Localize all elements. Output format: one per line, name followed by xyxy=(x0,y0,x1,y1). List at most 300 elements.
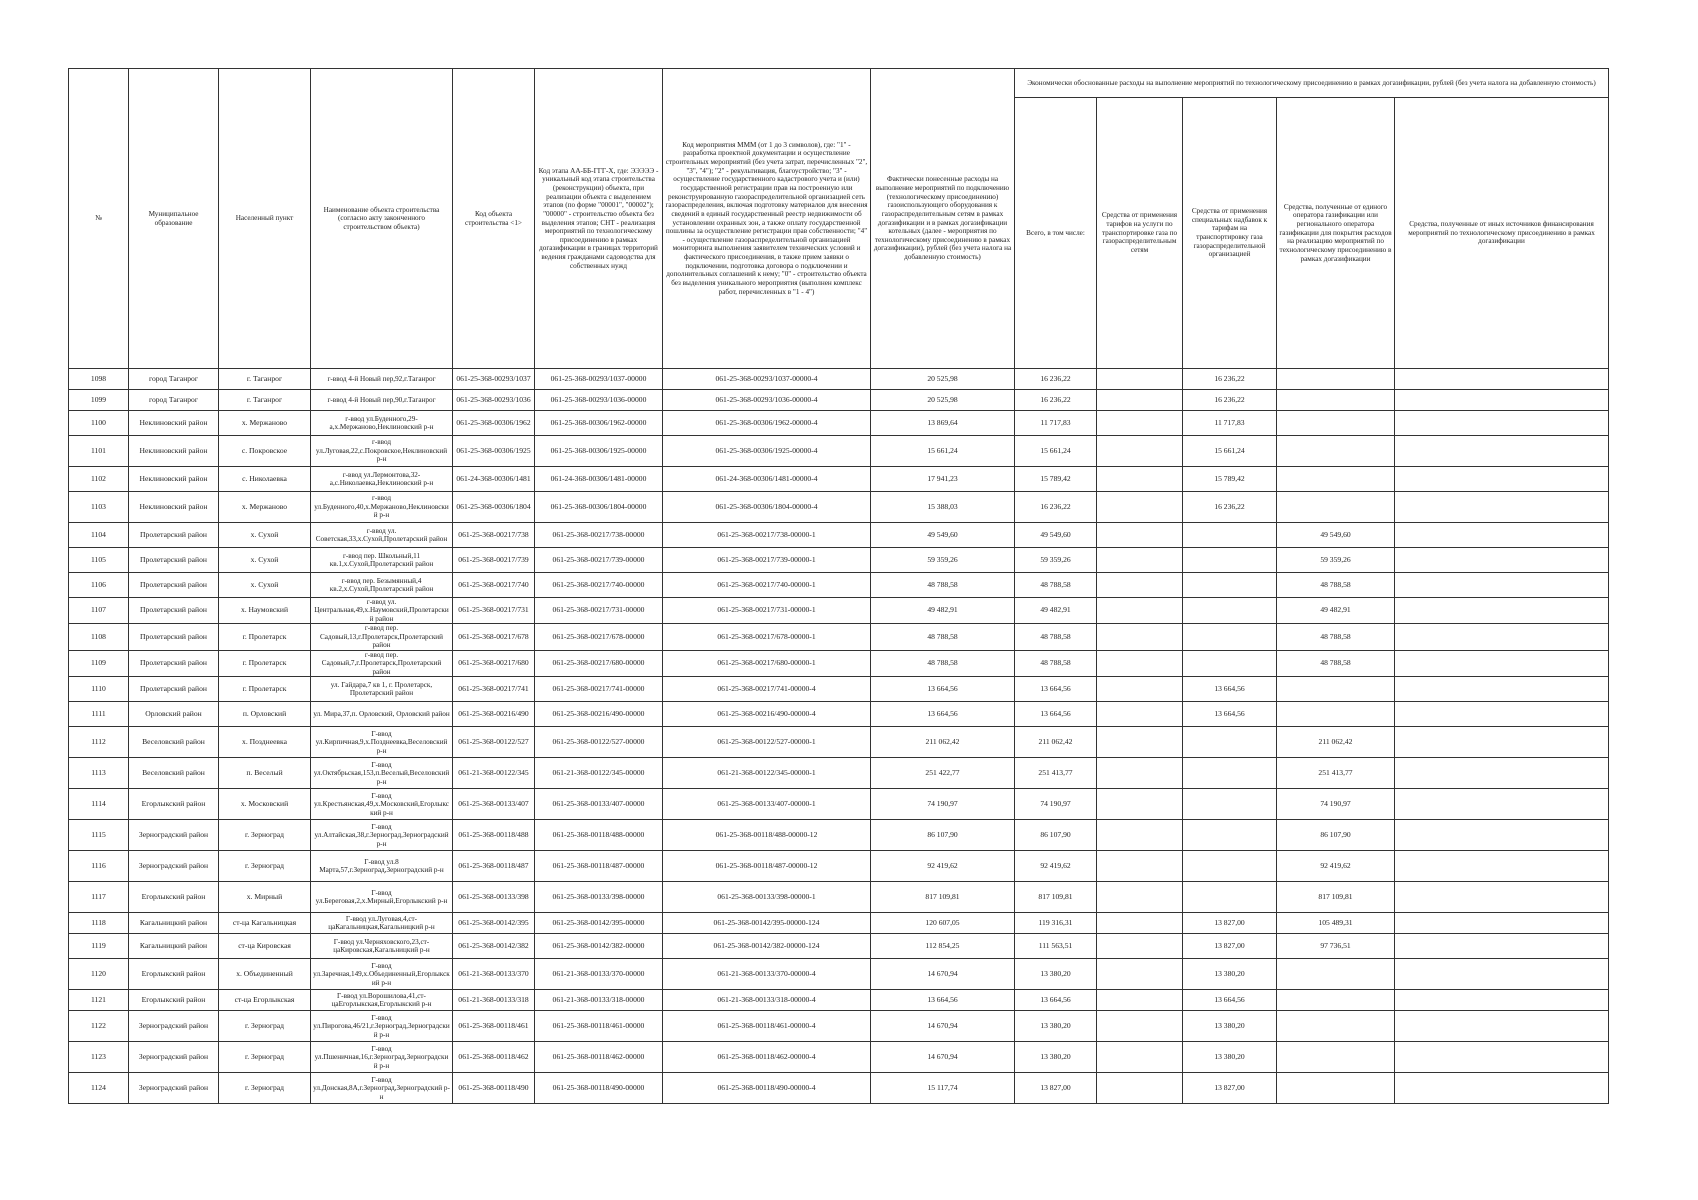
tariff-transport-cell xyxy=(1097,934,1183,959)
regional-operator-cell: 59 359,26 xyxy=(1277,548,1395,573)
event-code-cell: 061-25-368-00118/490-00000-4 xyxy=(663,1073,871,1104)
tariff-transport-cell xyxy=(1097,820,1183,851)
stage-code-cell: 061-25-368-00133/407-00000 xyxy=(535,789,663,820)
object-code-cell: 061-25-368-00118/461 xyxy=(453,1011,535,1042)
object-name-cell: Г-ввод ул.Луговая,4,ст-цаКагальницкая,Кагальницкий р-н xyxy=(311,913,453,934)
event-code-cell: 061-21-368-00133/370-00000-4 xyxy=(663,959,871,990)
actual-costs-cell: 48 788,58 xyxy=(871,573,1015,598)
stage-code-cell: 061-25-368-00217/740-00000 xyxy=(535,573,663,598)
tariff-transport-cell xyxy=(1097,436,1183,467)
object-code-cell: 061-21-368-00133/318 xyxy=(453,990,535,1011)
row-number: 1113 xyxy=(69,758,129,789)
settlement-cell: х. Сухой xyxy=(219,548,311,573)
event-code-cell: 061-25-368-00217/739-00000-1 xyxy=(663,548,871,573)
object-code-cell: 061-25-368-00142/395 xyxy=(453,913,535,934)
regional-operator-cell xyxy=(1277,492,1395,523)
other-sources-cell xyxy=(1395,959,1609,990)
header-event-code: Код мероприятия МММ (от 1 до 3 символов), где: "1" - разработка проектной документации и осуществление строительных мероприятий (без учета затрат, перечисленных "2", "3", "4"); "2" - рекультивация, благоустройство; "3" - осуществление государственного кадастрового учета и (или) государственной регистрации прав на построенную или реконструированную газораспределительной организацией сеть газораспределения, включая подготовку материалов для внесения сведений в единый государственный реестр недвижимости об установлении охранных зон, а также оплату государственной пошлины за осуществление регистрации прав собственности; "4" - осуществление газораспределительной организацией мониторинга выполнения заявителем технических условий и фактического присоединения, в также прием заявки о подключении, подготовка договора о подключении и дополнительных соглашений к нему; "0" - строительство объекта без выделения уникального мероприятия (выполнен комплекс работ, перечисленных в "1 - 4") xyxy=(663,69,871,369)
object-code-cell: 061-24-368-00306/1481 xyxy=(453,467,535,492)
municipality-cell: Пролетарский район xyxy=(129,624,219,650)
other-sources-cell xyxy=(1395,436,1609,467)
object-name-cell: Г-ввод ул.Алтайская,38,г.Зерноград,Зерноградский р-н xyxy=(311,820,453,851)
table-row xyxy=(69,913,1609,934)
row-number: 1107 xyxy=(69,598,129,624)
row-number: 1108 xyxy=(69,624,129,650)
object-name-cell: г-ввод ул.Лермонтова,32-а,с.Николаевка,Неклиновский р-н xyxy=(311,467,453,492)
municipality-cell: город Таганрог xyxy=(129,390,219,411)
regional-operator-cell: 817 109,81 xyxy=(1277,882,1395,913)
stage-code-cell: 061-25-368-00217/739-00000 xyxy=(535,548,663,573)
event-code-cell: 061-25-368-00142/382-00000-124 xyxy=(663,934,871,959)
municipality-cell: Пролетарский район xyxy=(129,548,219,573)
actual-costs-cell: 92 419,62 xyxy=(871,851,1015,882)
table-row xyxy=(69,467,1609,492)
row-number: 1114 xyxy=(69,789,129,820)
total-cell: 13 827,00 xyxy=(1015,1073,1097,1104)
table-row xyxy=(69,758,1609,789)
regional-operator-cell: 92 419,62 xyxy=(1277,851,1395,882)
total-cell: 11 717,83 xyxy=(1015,411,1097,436)
stage-code-cell: 061-25-368-00217/731-00000 xyxy=(535,598,663,624)
settlement-cell: х. Сухой xyxy=(219,523,311,548)
tariff-transport-cell xyxy=(1097,990,1183,1011)
other-sources-cell xyxy=(1395,390,1609,411)
tariff-transport-cell xyxy=(1097,650,1183,676)
object-name-cell: г-ввод пер. Садовый,7,г.Пролетарск,Пролетарский район xyxy=(311,650,453,676)
header-total: Всего, в том числе: xyxy=(1015,98,1097,369)
table-row xyxy=(69,851,1609,882)
total-cell: 16 236,22 xyxy=(1015,492,1097,523)
tariff-transport-cell xyxy=(1097,1042,1183,1073)
tariff-transport-cell xyxy=(1097,789,1183,820)
tariff-transport-cell xyxy=(1097,758,1183,789)
special-surcharge-cell: 13 664,56 xyxy=(1183,990,1277,1011)
actual-costs-cell: 17 941,23 xyxy=(871,467,1015,492)
other-sources-cell xyxy=(1395,727,1609,758)
row-number: 1098 xyxy=(69,369,129,390)
header-settlement: Населенный пункт xyxy=(219,69,311,369)
municipality-cell: Пролетарский район xyxy=(129,650,219,676)
stage-code-cell: 061-25-368-00293/1037-00000 xyxy=(535,369,663,390)
settlement-cell: ст-ца Кагальницкая xyxy=(219,913,311,934)
regional-operator-cell: 105 489,31 xyxy=(1277,913,1395,934)
other-sources-cell xyxy=(1395,598,1609,624)
municipality-cell: Неклиновский район xyxy=(129,411,219,436)
total-cell: 49 482,91 xyxy=(1015,598,1097,624)
settlement-cell: г. Пролетарск xyxy=(219,650,311,676)
event-code-cell: 061-25-368-00217/738-00000-1 xyxy=(663,523,871,548)
object-code-cell: 061-25-368-00217/741 xyxy=(453,677,535,702)
municipality-cell: Зерноградский район xyxy=(129,1073,219,1104)
municipality-cell: Зерноградский район xyxy=(129,820,219,851)
total-cell: 251 413,77 xyxy=(1015,758,1097,789)
table-row xyxy=(69,820,1609,851)
total-cell: 15 789,42 xyxy=(1015,467,1097,492)
other-sources-cell xyxy=(1395,573,1609,598)
regional-operator-cell: 86 107,90 xyxy=(1277,820,1395,851)
regional-operator-cell: 49 482,91 xyxy=(1277,598,1395,624)
event-code-cell: 061-25-368-00306/1962-00000-4 xyxy=(663,411,871,436)
actual-costs-cell: 15 388,03 xyxy=(871,492,1015,523)
special-surcharge-cell xyxy=(1183,882,1277,913)
event-code-cell: 061-25-368-00217/680-00000-1 xyxy=(663,650,871,676)
table-row xyxy=(69,390,1609,411)
object-name-cell: Г-ввод ул.Октябрьская,153,п.Веселый,Веселовский р-н xyxy=(311,758,453,789)
special-surcharge-cell: 13 380,20 xyxy=(1183,1042,1277,1073)
stage-code-cell: 061-25-368-00306/1962-00000 xyxy=(535,411,663,436)
regional-operator-cell xyxy=(1277,702,1395,727)
total-cell: 13 380,20 xyxy=(1015,1042,1097,1073)
row-number: 1119 xyxy=(69,934,129,959)
stage-code-cell: 061-25-368-00142/395-00000 xyxy=(535,913,663,934)
stage-code-cell: 061-25-368-00118/461-00000 xyxy=(535,1011,663,1042)
total-cell: 13 664,56 xyxy=(1015,677,1097,702)
header-object-name: Наименование объекта строительства (согласно акту законченного строительством объекта) xyxy=(311,69,453,369)
table-row xyxy=(69,990,1609,1011)
event-code-cell: 061-25-368-00217/731-00000-1 xyxy=(663,598,871,624)
stage-code-cell: 061-25-368-00118/490-00000 xyxy=(535,1073,663,1104)
settlement-cell: с. Покровское xyxy=(219,436,311,467)
stage-code-cell: 061-25-368-00133/398-00000 xyxy=(535,882,663,913)
actual-costs-cell: 48 788,58 xyxy=(871,624,1015,650)
special-surcharge-cell xyxy=(1183,789,1277,820)
other-sources-cell xyxy=(1395,369,1609,390)
actual-costs-cell: 211 062,42 xyxy=(871,727,1015,758)
total-cell: 119 316,31 xyxy=(1015,913,1097,934)
regional-operator-cell: 48 788,58 xyxy=(1277,573,1395,598)
actual-costs-cell: 120 607,05 xyxy=(871,913,1015,934)
other-sources-cell xyxy=(1395,523,1609,548)
special-surcharge-cell: 16 236,22 xyxy=(1183,369,1277,390)
object-code-cell: 061-25-368-00217/678 xyxy=(453,624,535,650)
header-special-surcharge: Средства от применения специальных надбавок к тарифам на транспортировку газа газораспределительной организацией xyxy=(1183,98,1277,369)
stage-code-cell: 061-21-368-00133/370-00000 xyxy=(535,959,663,990)
other-sources-cell xyxy=(1395,677,1609,702)
object-code-cell: 061-25-368-00306/1804 xyxy=(453,492,535,523)
object-name-cell: г-ввод ул. Центральная,49,х.Наумовский,Пролетарский район xyxy=(311,598,453,624)
regional-operator-cell xyxy=(1277,1073,1395,1104)
total-cell: 13 380,20 xyxy=(1015,1011,1097,1042)
stage-code-cell: 061-25-368-00118/462-00000 xyxy=(535,1042,663,1073)
actual-costs-cell: 817 109,81 xyxy=(871,882,1015,913)
object-code-cell: 061-25-368-00217/740 xyxy=(453,573,535,598)
stage-code-cell: 061-25-368-00122/527-00000 xyxy=(535,727,663,758)
settlement-cell: х. Сухой xyxy=(219,573,311,598)
regional-operator-cell: 49 549,60 xyxy=(1277,523,1395,548)
special-surcharge-cell: 13 827,00 xyxy=(1183,1073,1277,1104)
special-surcharge-cell xyxy=(1183,758,1277,789)
table-row xyxy=(69,369,1609,390)
actual-costs-cell: 49 549,60 xyxy=(871,523,1015,548)
municipality-cell: Зерноградский район xyxy=(129,1042,219,1073)
row-number: 1110 xyxy=(69,677,129,702)
tariff-transport-cell xyxy=(1097,959,1183,990)
table-row xyxy=(69,624,1609,650)
actual-costs-cell: 59 359,26 xyxy=(871,548,1015,573)
object-code-cell: 061-25-368-00306/1925 xyxy=(453,436,535,467)
event-code-cell: 061-25-368-00122/527-00000-1 xyxy=(663,727,871,758)
row-number: 1106 xyxy=(69,573,129,598)
special-surcharge-cell xyxy=(1183,624,1277,650)
object-code-cell: 061-21-368-00133/370 xyxy=(453,959,535,990)
stage-code-cell: 061-25-368-00118/487-00000 xyxy=(535,851,663,882)
total-cell: 74 190,97 xyxy=(1015,789,1097,820)
stage-code-cell: 061-25-368-00293/1036-00000 xyxy=(535,390,663,411)
municipality-cell: Неклиновский район xyxy=(129,436,219,467)
object-code-cell: 061-25-368-00216/490 xyxy=(453,702,535,727)
special-surcharge-cell: 13 827,00 xyxy=(1183,913,1277,934)
total-cell: 16 236,22 xyxy=(1015,369,1097,390)
tariff-transport-cell xyxy=(1097,851,1183,882)
actual-costs-cell: 86 107,90 xyxy=(871,820,1015,851)
table-row xyxy=(69,934,1609,959)
object-name-cell: г-ввод ул. Советская,33,х.Сухой,Пролетарский район xyxy=(311,523,453,548)
other-sources-cell xyxy=(1395,548,1609,573)
object-code-cell: 061-25-368-00142/382 xyxy=(453,934,535,959)
total-cell: 211 062,42 xyxy=(1015,727,1097,758)
object-name-cell: ул. Мира,37,п. Орловский, Орловский район xyxy=(311,702,453,727)
row-number: 1116 xyxy=(69,851,129,882)
object-code-cell: 061-25-368-00118/488 xyxy=(453,820,535,851)
row-number: 1109 xyxy=(69,650,129,676)
total-cell: 59 359,26 xyxy=(1015,548,1097,573)
special-surcharge-cell: 15 789,42 xyxy=(1183,467,1277,492)
event-code-cell: 061-25-368-00118/488-00000-12 xyxy=(663,820,871,851)
municipality-cell: Егорлыкский район xyxy=(129,990,219,1011)
object-name-cell: ул. Гайдара,7 кв 1, г. Пролетарск, Пролетарский район xyxy=(311,677,453,702)
municipality-cell: Пролетарский район xyxy=(129,523,219,548)
event-code-cell: 061-21-368-00133/318-00000-4 xyxy=(663,990,871,1011)
regional-operator-cell xyxy=(1277,1011,1395,1042)
special-surcharge-cell: 13 664,56 xyxy=(1183,677,1277,702)
row-number: 1121 xyxy=(69,990,129,1011)
municipality-cell: Зерноградский район xyxy=(129,1011,219,1042)
object-code-cell: 061-25-368-00293/1036 xyxy=(453,390,535,411)
settlement-cell: п. Веселый xyxy=(219,758,311,789)
event-code-cell: 061-25-368-00133/407-00000-1 xyxy=(663,789,871,820)
object-code-cell: 061-25-368-00118/487 xyxy=(453,851,535,882)
other-sources-cell xyxy=(1395,492,1609,523)
object-name-cell: Г-ввод ул.Береговая,2,х.Мирный,Егорлыкский р-н xyxy=(311,882,453,913)
other-sources-cell xyxy=(1395,990,1609,1011)
event-code-cell: 061-25-368-00118/461-00000-4 xyxy=(663,1011,871,1042)
object-name-cell: г-ввод ул.Буденного,40,х.Мержаново,Неклиновский р-н xyxy=(311,492,453,523)
tariff-transport-cell xyxy=(1097,390,1183,411)
object-name-cell: Г-ввод ул.Ворошилова,41,ст-цаЕгорлыкская,Егорлыкский р-н xyxy=(311,990,453,1011)
special-surcharge-cell: 16 236,22 xyxy=(1183,492,1277,523)
object-name-cell: Г-ввод ул.Заречная,149,х.Объединенный,Егорлыкский р-н xyxy=(311,959,453,990)
total-cell: 48 788,58 xyxy=(1015,573,1097,598)
header-municipality: Муниципальное образование xyxy=(129,69,219,369)
stage-code-cell: 061-25-368-00217/741-00000 xyxy=(535,677,663,702)
other-sources-cell xyxy=(1395,650,1609,676)
row-number: 1122 xyxy=(69,1011,129,1042)
other-sources-cell xyxy=(1395,934,1609,959)
actual-costs-cell: 14 670,94 xyxy=(871,959,1015,990)
event-code-cell: 061-25-368-00133/398-00000-1 xyxy=(663,882,871,913)
event-code-cell: 061-25-368-00216/490-00000-4 xyxy=(663,702,871,727)
row-number: 1112 xyxy=(69,727,129,758)
header-other-sources: Средства, полученные от иных источников финансирования мероприятий по технологическому присоединению в рамках догазификации xyxy=(1395,98,1609,369)
object-name-cell: г-ввод ул.Луговая,22,с.Покровское,Неклиновский р-н xyxy=(311,436,453,467)
settlement-cell: х. Мержаново xyxy=(219,411,311,436)
header-no: № xyxy=(69,69,129,369)
event-code-cell: 061-25-368-00142/395-00000-124 xyxy=(663,913,871,934)
object-code-cell: 061-25-368-00217/739 xyxy=(453,548,535,573)
actual-costs-cell: 15 117,74 xyxy=(871,1073,1015,1104)
municipality-cell: Пролетарский район xyxy=(129,598,219,624)
table-row xyxy=(69,411,1609,436)
total-cell: 13 380,20 xyxy=(1015,959,1097,990)
object-code-cell: 061-21-368-00122/345 xyxy=(453,758,535,789)
other-sources-cell xyxy=(1395,882,1609,913)
object-name-cell: Г-ввод ул.Пшеничная,16,г.Зерноград,Зерноградский р-н xyxy=(311,1042,453,1073)
regional-operator-cell xyxy=(1277,959,1395,990)
other-sources-cell xyxy=(1395,789,1609,820)
total-cell: 48 788,58 xyxy=(1015,650,1097,676)
other-sources-cell xyxy=(1395,1073,1609,1104)
table-row xyxy=(69,882,1609,913)
object-name-cell: г-ввод 4-й Новый пер,90,г.Таганрог xyxy=(311,390,453,411)
stage-code-cell: 061-25-368-00306/1925-00000 xyxy=(535,436,663,467)
stage-code-cell: 061-25-368-00217/680-00000 xyxy=(535,650,663,676)
municipality-cell: Кагальницкий район xyxy=(129,934,219,959)
total-cell: 49 549,60 xyxy=(1015,523,1097,548)
settlement-cell: х. Позднеевка xyxy=(219,727,311,758)
table-row xyxy=(69,436,1609,467)
header-object-code: Код объекта строительства <1> xyxy=(453,69,535,369)
regional-operator-cell: 48 788,58 xyxy=(1277,650,1395,676)
table-row xyxy=(69,702,1609,727)
total-cell: 16 236,22 xyxy=(1015,390,1097,411)
settlement-cell: г. Зерноград xyxy=(219,851,311,882)
settlement-cell: х. Московский xyxy=(219,789,311,820)
settlement-cell: г. Зерноград xyxy=(219,820,311,851)
row-number: 1123 xyxy=(69,1042,129,1073)
regional-operator-cell: 74 190,97 xyxy=(1277,789,1395,820)
table-row xyxy=(69,573,1609,598)
event-code-cell: 061-25-368-00118/487-00000-12 xyxy=(663,851,871,882)
actual-costs-cell: 13 664,56 xyxy=(871,677,1015,702)
tariff-transport-cell xyxy=(1097,1073,1183,1104)
settlement-cell: п. Орловский xyxy=(219,702,311,727)
actual-costs-cell: 13 664,56 xyxy=(871,990,1015,1011)
special-surcharge-cell xyxy=(1183,548,1277,573)
event-code-cell: 061-25-368-00306/1804-00000-4 xyxy=(663,492,871,523)
special-surcharge-cell: 13 827,00 xyxy=(1183,934,1277,959)
other-sources-cell xyxy=(1395,758,1609,789)
special-surcharge-cell: 13 380,20 xyxy=(1183,1011,1277,1042)
object-code-cell: 061-25-368-00217/680 xyxy=(453,650,535,676)
actual-costs-cell: 48 788,58 xyxy=(871,650,1015,676)
object-code-cell: 061-25-368-00133/398 xyxy=(453,882,535,913)
actual-costs-cell: 74 190,97 xyxy=(871,789,1015,820)
other-sources-cell xyxy=(1395,851,1609,882)
row-number: 1099 xyxy=(69,390,129,411)
row-number: 1118 xyxy=(69,913,129,934)
actual-costs-cell: 20 525,98 xyxy=(871,369,1015,390)
special-surcharge-cell xyxy=(1183,598,1277,624)
municipality-cell: Егорлыкский район xyxy=(129,959,219,990)
actual-costs-cell: 13 869,64 xyxy=(871,411,1015,436)
tariff-transport-cell xyxy=(1097,1011,1183,1042)
tariff-transport-cell xyxy=(1097,573,1183,598)
object-name-cell: Г-ввод ул.Крестьянская,49,х.Московский,Егорлыкский р-н xyxy=(311,789,453,820)
dogazification-costs-table xyxy=(68,68,1609,1104)
header-economic-costs-group: Экономически обоснованные расходы на выполнение мероприятий по технологическому присоединению в рамках догазификации, рублей (без учета налога на добавленную стоимость) xyxy=(1015,69,1609,98)
object-name-cell: г-ввод пер. Школьный,11 кв.1,х.Сухой,Пролетарский район xyxy=(311,548,453,573)
municipality-cell: Егорлыкский район xyxy=(129,882,219,913)
object-code-cell: 061-25-368-00122/527 xyxy=(453,727,535,758)
table-row xyxy=(69,1042,1609,1073)
settlement-cell: г. Таганрог xyxy=(219,369,311,390)
settlement-cell: х. Объединенный xyxy=(219,959,311,990)
event-code-cell: 061-25-368-00217/740-00000-1 xyxy=(663,573,871,598)
tariff-transport-cell xyxy=(1097,548,1183,573)
special-surcharge-cell: 15 661,24 xyxy=(1183,436,1277,467)
municipality-cell: Егорлыкский район xyxy=(129,789,219,820)
special-surcharge-cell xyxy=(1183,573,1277,598)
tariff-transport-cell xyxy=(1097,913,1183,934)
other-sources-cell xyxy=(1395,624,1609,650)
table-row xyxy=(69,959,1609,990)
settlement-cell: ст-ца Егорлыкская xyxy=(219,990,311,1011)
total-cell: 15 661,24 xyxy=(1015,436,1097,467)
settlement-cell: х. Мирный xyxy=(219,882,311,913)
object-code-cell: 061-25-368-00118/490 xyxy=(453,1073,535,1104)
regional-operator-cell xyxy=(1277,369,1395,390)
stage-code-cell: 061-25-368-00216/490-00000 xyxy=(535,702,663,727)
stage-code-cell: 061-25-368-00217/678-00000 xyxy=(535,624,663,650)
row-number: 1124 xyxy=(69,1073,129,1104)
municipality-cell: Пролетарский район xyxy=(129,573,219,598)
object-name-cell: г-ввод пер. Безымянный,4 кв.2,х.Сухой,Пролетарский район xyxy=(311,573,453,598)
object-name-cell: Г-ввод ул.8 Марта,57,г.Зерноград,Зерноградский р-н xyxy=(311,851,453,882)
row-number: 1111 xyxy=(69,702,129,727)
regional-operator-cell xyxy=(1277,1042,1395,1073)
row-number: 1101 xyxy=(69,436,129,467)
row-number: 1105 xyxy=(69,548,129,573)
municipality-cell: Веселовский район xyxy=(129,758,219,789)
special-surcharge-cell: 11 717,83 xyxy=(1183,411,1277,436)
object-code-cell: 061-25-368-00217/731 xyxy=(453,598,535,624)
event-code-cell: 061-25-368-00293/1036-00000-4 xyxy=(663,390,871,411)
tariff-transport-cell xyxy=(1097,882,1183,913)
row-number: 1103 xyxy=(69,492,129,523)
event-code-cell: 061-25-368-00118/462-00000-4 xyxy=(663,1042,871,1073)
event-code-cell: 061-25-368-00293/1037-00000-4 xyxy=(663,369,871,390)
row-number: 1100 xyxy=(69,411,129,436)
settlement-cell: ст-ца Кировская xyxy=(219,934,311,959)
tariff-transport-cell xyxy=(1097,492,1183,523)
total-cell: 13 664,56 xyxy=(1015,990,1097,1011)
special-surcharge-cell xyxy=(1183,727,1277,758)
tariff-transport-cell xyxy=(1097,702,1183,727)
object-code-cell: 061-25-368-00118/462 xyxy=(453,1042,535,1073)
tariff-transport-cell xyxy=(1097,598,1183,624)
table-row xyxy=(69,650,1609,676)
tariff-transport-cell xyxy=(1097,369,1183,390)
special-surcharge-cell xyxy=(1183,851,1277,882)
other-sources-cell xyxy=(1395,913,1609,934)
other-sources-cell xyxy=(1395,467,1609,492)
settlement-cell: с. Николаевка xyxy=(219,467,311,492)
table-row xyxy=(69,727,1609,758)
total-cell: 48 788,58 xyxy=(1015,624,1097,650)
settlement-cell: г. Пролетарск xyxy=(219,624,311,650)
table-row xyxy=(69,1073,1609,1104)
table-row xyxy=(69,789,1609,820)
